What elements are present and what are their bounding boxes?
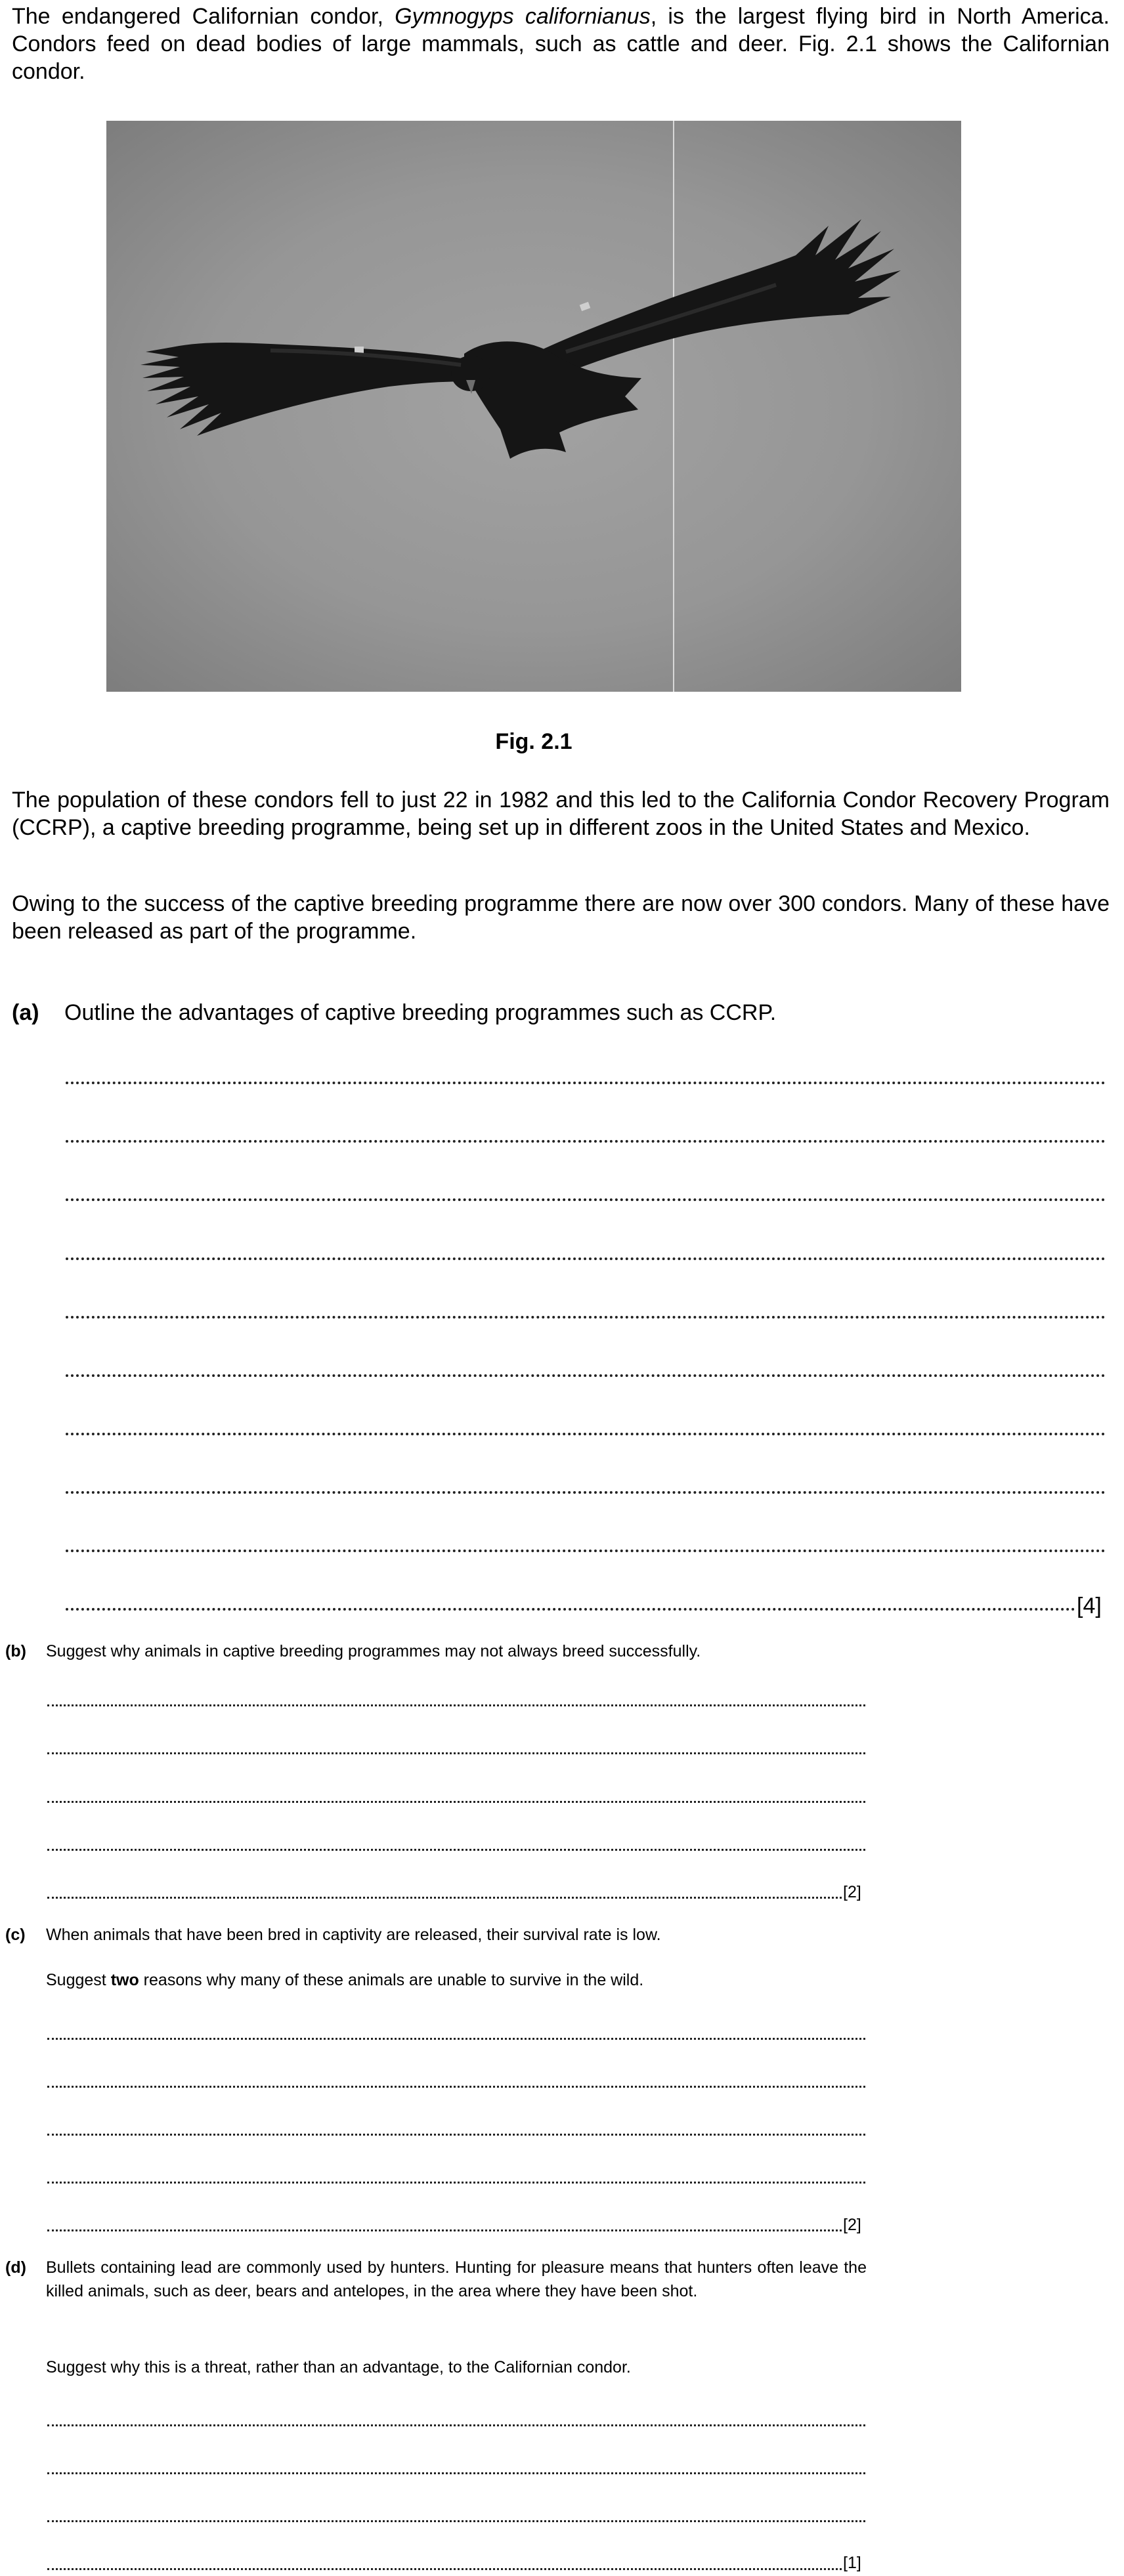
answer-line-a-1[interactable] [66, 1082, 1106, 1084]
answer-line-a-6[interactable] [66, 1374, 1106, 1377]
answer-line-c-2[interactable] [47, 2086, 865, 2088]
question-c-label: (c) [5, 1926, 26, 1944]
question-c-text-2 [46, 1968, 899, 1992]
answer-line-c-4[interactable] [47, 2182, 865, 2184]
answer-line-d-2[interactable] [47, 2472, 865, 2474]
question-b-marks: [2] [843, 1883, 861, 1901]
answer-line-a-10[interactable] [66, 1608, 1075, 1611]
answer-line-a-2[interactable] [66, 1140, 1106, 1143]
answer-line-b-3[interactable] [47, 1801, 865, 1803]
answer-line-b-5[interactable] [47, 1897, 842, 1899]
figure-caption: Fig. 2.1 [495, 729, 573, 754]
success-paragraph: Owing to the success of the captive breeding programme there are now over 300 condors. Many of these have been released as part of the programme. [12, 891, 1110, 944]
question-a-label: (a) [12, 1000, 39, 1025]
answer-line-b-2[interactable] [47, 1752, 865, 1754]
answer-line-d-1[interactable] [47, 2424, 865, 2426]
question-d-label: (d) [5, 2258, 26, 2277]
answer-line-a-3[interactable] [66, 1198, 1106, 1201]
question-a-text: Outline the advantages of captive breeding programmes such as CCRP. [64, 1000, 777, 1025]
condor-photograph [106, 121, 961, 692]
question-d-text: Bullets containing lead are commonly used by hunters. Hunting for pleasure means that hunters often leave the killed animals, such as deer, bears and antelopes, in the area where they have been shot. [46, 2258, 867, 2300]
answer-line-a-9[interactable] [66, 1550, 1106, 1552]
question-d-text-2: Suggest why this is a threat, rather than an advantage, to the Californian condor. [46, 2358, 631, 2376]
answer-line-b-1[interactable] [47, 1704, 865, 1706]
species-name: Gymnogyps californianus [395, 4, 651, 29]
answer-line-a-8[interactable] [66, 1491, 1106, 1494]
intro-text-before: The endangered Californian condor, [12, 4, 395, 29]
answer-line-d-4[interactable] [47, 2568, 842, 2570]
answer-line-a-4[interactable] [66, 1257, 1106, 1260]
intro-paragraph [12, 3, 1110, 85]
intro-text-after: , is the largest flying bird in North America. Condors feed on dead bodies of large mammals, such as cattle and deer. Fig. 2.1 shows the Californian condor. [12, 4, 1110, 84]
question-c-text-2-after: reasons why many of these animals are unable to survive in the wild. [139, 1971, 644, 1989]
question-b-label: (b) [5, 1642, 26, 1660]
question-c-text-2-before: Suggest [46, 1971, 111, 1989]
answer-line-c-5[interactable] [47, 2229, 842, 2231]
question-c-emphasis: two [110, 1971, 139, 1989]
population-paragraph: The population of these condors fell to just 22 in 1982 and this led to the California Condor Recovery Program (CCRP), a captive breeding programme, being set up in different zoos in the United States and Mexico. [12, 788, 1110, 840]
answer-line-a-5[interactable] [66, 1316, 1106, 1319]
answer-line-c-1[interactable] [47, 2038, 865, 2040]
answer-line-c-3[interactable] [47, 2134, 865, 2136]
answer-line-d-3[interactable] [47, 2520, 865, 2522]
condor-illustration [106, 121, 961, 692]
wing-tag-left [355, 347, 364, 353]
question-d-marks: [1] [843, 2554, 861, 2572]
wing-tag-right [580, 302, 591, 311]
question-c-marks: [2] [843, 2216, 861, 2234]
question-c-text: When animals that have been bred in captivity are released, their survival rate is low. [46, 1926, 661, 1944]
answer-line-a-7[interactable] [66, 1433, 1106, 1435]
condor-silhouette [140, 219, 901, 459]
question-a-marks: [4] [1077, 1594, 1102, 1618]
question-b-text: Suggest why animals in captive breeding programmes may not always breed successfully. [46, 1642, 701, 1660]
answer-line-b-4[interactable] [47, 1849, 865, 1851]
